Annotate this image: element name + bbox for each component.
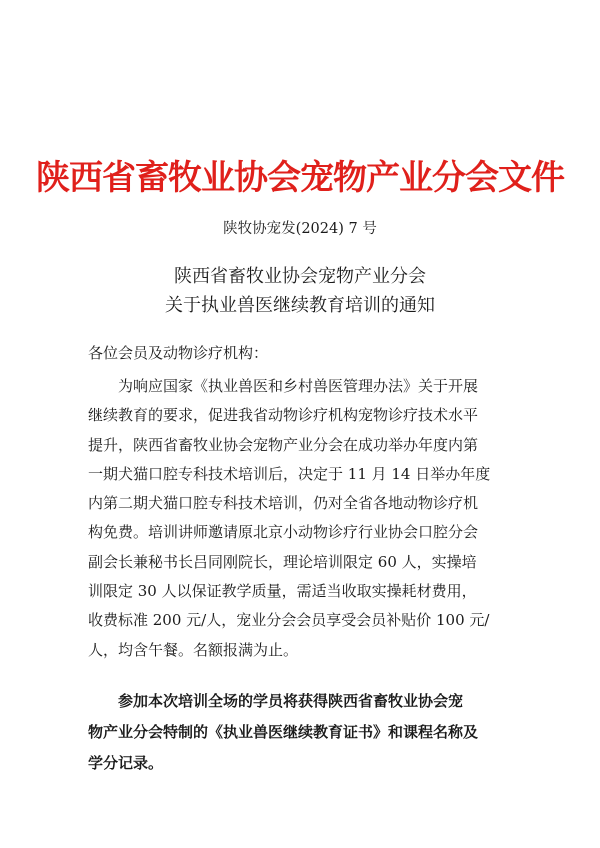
paragraph-line: 提升，陕西省畜牧业协会宠物产业分会在成功举办年度内第 [88, 435, 479, 454]
paragraph-line: 继续教育的要求，促进我省动物诊疗机构宠物诊疗技术水平 [88, 406, 479, 425]
paragraph-line: 参加本次培训全场的学员将获得陕西省畜牧业协会宠 [118, 692, 464, 710]
notice-title [0, 262, 600, 320]
salutation: 各位会员及动物诊疗机构： [88, 344, 269, 362]
paragraph-line: 构免费。培训讲师邀请原北京小动物诊疗行业协会口腔分会 [88, 523, 479, 542]
paragraph-line: 收费标准 200 元/人，宠业分会会员享受会员补贴价 100 元/ [88, 611, 490, 630]
document-number: 陕牧协宠发(2024) 7 号 [223, 221, 377, 237]
paragraph-line: 训限定 30 人以保证教学质量，需适当收取实操耗材费用， [88, 582, 477, 601]
paragraph-1 [88, 372, 528, 665]
paragraph-line: 内第二期犬猫口腔专科技术培训，仍对全省各地动物诊疗机 [88, 494, 479, 513]
notice-title-line: 陕西省畜牧业协会宠物产业分会 [174, 266, 426, 287]
document-header: 陕西省畜牧业协会宠物产业分会文件 [36, 158, 564, 198]
paragraph-line: 为响应国家《执业兽医和乡村兽医管理办法》关于开展 [118, 377, 479, 395]
paragraph-line: 一期犬猫口腔专科技术培训后，决定于 11 月 14 日举办年度 [88, 464, 491, 483]
paragraph-line: 副会长兼秘书长吕同刚院长，理论培训限定 60 人，实操培 [88, 552, 477, 571]
paragraph-2 [88, 686, 528, 779]
paragraph-line: 物产业分会特制的《执业兽医继续教育证书》和课程名称及 [88, 723, 479, 741]
notice-title-line: 关于执业兽医继续教育培训的通知 [165, 295, 435, 316]
paragraph-line: 学分记录。 [88, 754, 164, 772]
paragraph-line: 人，均含午餐。名额报满为止。 [88, 640, 299, 659]
